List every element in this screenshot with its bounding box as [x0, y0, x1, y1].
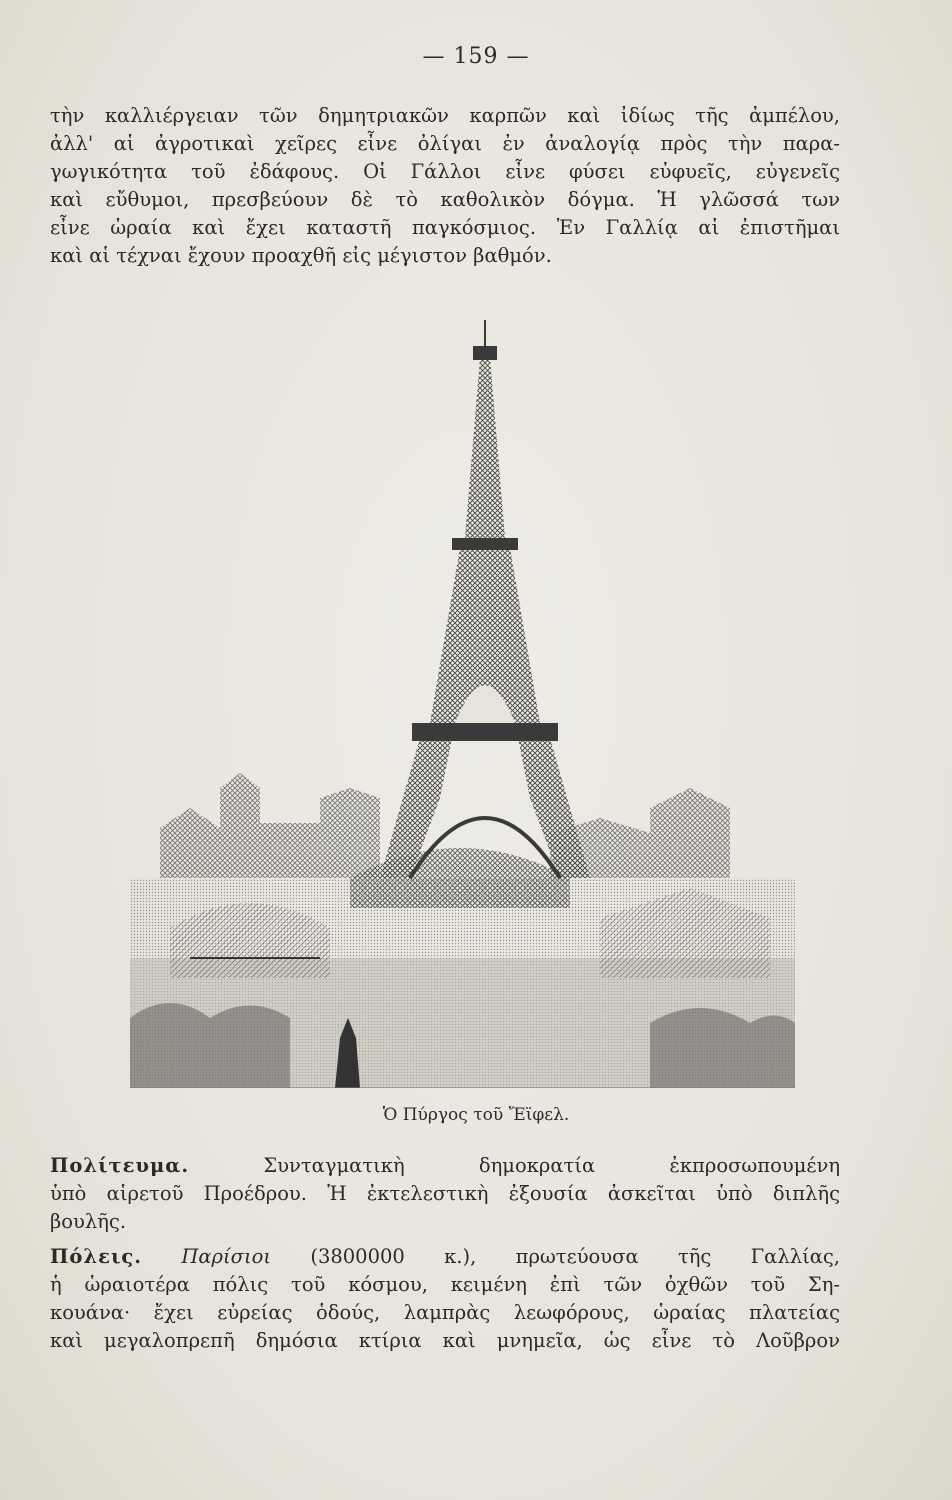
text-line: καὶ εὔθυμοι, πρεσβεύουν δὲ τὸ καθολικὸν δόγμα. Ἡ γλῶσσά των — [50, 188, 840, 211]
text-line: γωγικότητα τοῦ ἐδάφους. Οἱ Γάλλοι εἶνε φύσει εὐφυεῖς, εὐγενεῖς — [50, 160, 840, 183]
text-line: βουλῆς. — [50, 1210, 127, 1233]
eiffel-tower-engraving — [130, 318, 795, 1088]
figure-caption: Ὁ Πύργος τοῦ Ἔϊφελ. — [382, 1105, 570, 1125]
text-line: κουάνα· ἔχει εὐρείας ὁδούς, λαμπρὰς λεωφόρους, ὡραίας πλατείας — [50, 1301, 840, 1324]
text-line: ἀλλ' αἱ ἀγροτικαὶ χεῖρες εἶνε ὀλίγαι ἐν ἀναλογίᾳ πρὸς τὴν παρα- — [50, 132, 840, 155]
text-line: ὑπὸ αἱρετοῦ Προέδρου. Ἡ ἐκτελεστικὴ ἐξουσία ἀσκεῖται ὑπὸ διπλῆς — [50, 1182, 840, 1205]
page-number: — 159 — — [422, 44, 530, 69]
text-run: (3800000 κ.), πρωτεύουσα τῆς Γαλλίας, — [310, 1245, 840, 1268]
text-line: εἶνε ὡραία καὶ ἔχει καταστῆ παγκόσμιος. Ἐν Γαλλίᾳ αἱ ἐπιστῆμαι — [50, 216, 840, 239]
paragraph-government — [50, 1152, 840, 1236]
text-line: καὶ μεγαλοπρεπῆ δημόσια κτίρια καὶ μνημεῖα, ὡς εἶνε τὸ Λοῦβρον — [50, 1329, 840, 1352]
text-line: καὶ αἱ τέχναι ἔχουν προαχθῆ εἰς μέγιστον βαθμόν. — [50, 244, 552, 267]
text-line — [50, 1152, 840, 1180]
text-line: ἡ ὡραιοτέρα πόλις τοῦ κόσμου, κειμένη ἐπὶ τῶν ὀχθῶν τοῦ Ση- — [50, 1273, 840, 1296]
section-heading: Πόλεις. — [50, 1245, 143, 1268]
section-heading: Πολίτευμα. — [50, 1154, 190, 1177]
city-name: Παρίσιοι — [181, 1245, 272, 1268]
paragraph-france-people — [50, 102, 840, 270]
text-line: τὴν καλλιέργειαν τῶν δημητριακῶν καρπῶν καὶ ἰδίως τῆς ἀμπέλου, — [50, 104, 840, 127]
paragraph-cities — [50, 1243, 840, 1355]
text-run: Συνταγματικὴ δημοκρατία ἐκπροσωπουμένη — [263, 1154, 840, 1177]
text-line — [50, 1243, 840, 1271]
